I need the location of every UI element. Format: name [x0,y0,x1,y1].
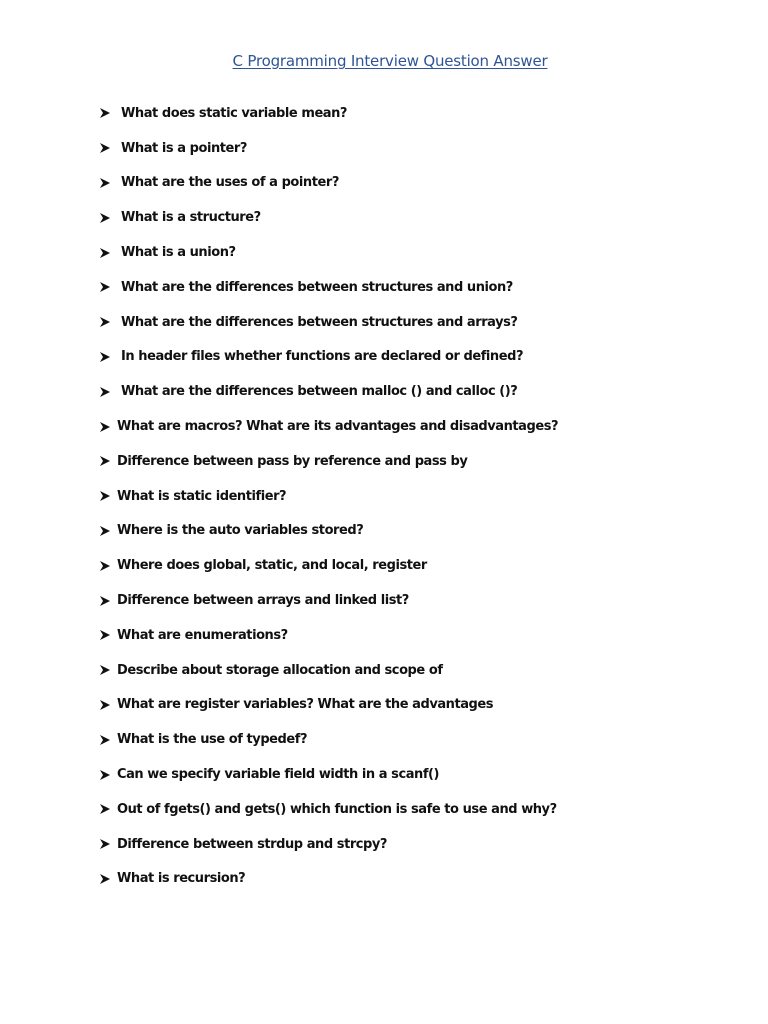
arrowhead-bullet-icon [99,142,111,154]
question-text: What are macros? What are its advantages and disadvantages? [117,419,559,435]
question-text: Difference between arrays and linked list? [117,593,409,609]
list-item [99,514,558,549]
list-item [99,340,558,375]
arrowhead-bullet-icon [99,734,111,746]
arrowhead-bullet-icon [99,177,111,189]
list-item [99,235,558,270]
arrowhead-bullet-icon [99,386,111,398]
question-text: What is a pointer? [121,140,247,156]
list-item [99,792,558,827]
list-item [99,305,558,340]
list-item [99,827,558,862]
list-item [99,618,558,653]
question-text: Describe about storage allocation and scope of [117,662,443,678]
question-text: In header files whether functions are declared or defined? [121,349,524,365]
question-text: What is recursion? [117,871,246,887]
arrowhead-bullet-icon [99,455,111,467]
arrowhead-bullet-icon [99,803,111,815]
question-text: Difference between strdup and strcpy? [117,836,388,852]
question-text: What is the use of typedef? [117,732,308,748]
question-text: What is a union? [121,245,236,261]
list-item [99,96,558,131]
arrowhead-bullet-icon [99,351,111,363]
list-item [99,444,558,479]
question-text: What are the differences between structures and arrays? [121,314,518,330]
list-item [99,374,558,409]
question-text: Where is the auto variables stored? [117,523,364,539]
list-item [99,722,558,757]
document-title: C Programming Interview Question Answer [232,52,548,70]
list-item [99,583,558,618]
list-item [99,548,558,583]
list-item [99,653,558,688]
question-text: Can we specify variable field width in a scanf() [117,767,440,783]
question-text: What are the differences between structures and union? [121,279,513,295]
question-text: What is a structure? [121,210,261,226]
arrowhead-bullet-icon [99,560,111,572]
arrowhead-bullet-icon [99,664,111,676]
question-text: Where does global, static, and local, register [117,558,427,574]
question-text: What are enumerations? [117,627,288,643]
list-item [99,862,558,897]
arrowhead-bullet-icon [99,281,111,293]
question-text: Out of fgets() and gets() which function is safe to use and why? [117,801,557,817]
arrowhead-bullet-icon [99,699,111,711]
list-item [99,131,558,166]
list-item [99,409,558,444]
question-text: What is static identifier? [117,488,287,504]
arrowhead-bullet-icon [99,316,111,328]
question-text: What are the differences between malloc () and calloc ()? [121,384,518,400]
arrowhead-bullet-icon [99,873,111,885]
question-text: Difference between pass by reference and pass by [117,453,468,469]
list-item [99,270,558,305]
arrowhead-bullet-icon [99,769,111,781]
list-item [99,200,558,235]
question-text: What are the uses of a pointer? [121,175,339,191]
arrowhead-bullet-icon [99,595,111,607]
list-item [99,166,558,201]
list-item [99,688,558,723]
arrowhead-bullet-icon [99,247,111,259]
arrowhead-bullet-icon [99,525,111,537]
list-item [99,479,558,514]
arrowhead-bullet-icon [99,107,111,119]
arrowhead-bullet-icon [99,838,111,850]
list-item [99,757,558,792]
question-text: What does static variable mean? [121,105,348,121]
question-list [99,96,558,896]
arrowhead-bullet-icon [99,421,111,433]
arrowhead-bullet-icon [99,212,111,224]
arrowhead-bullet-icon [99,490,111,502]
question-text: What are register variables? What are the advantages [117,697,494,713]
arrowhead-bullet-icon [99,629,111,641]
